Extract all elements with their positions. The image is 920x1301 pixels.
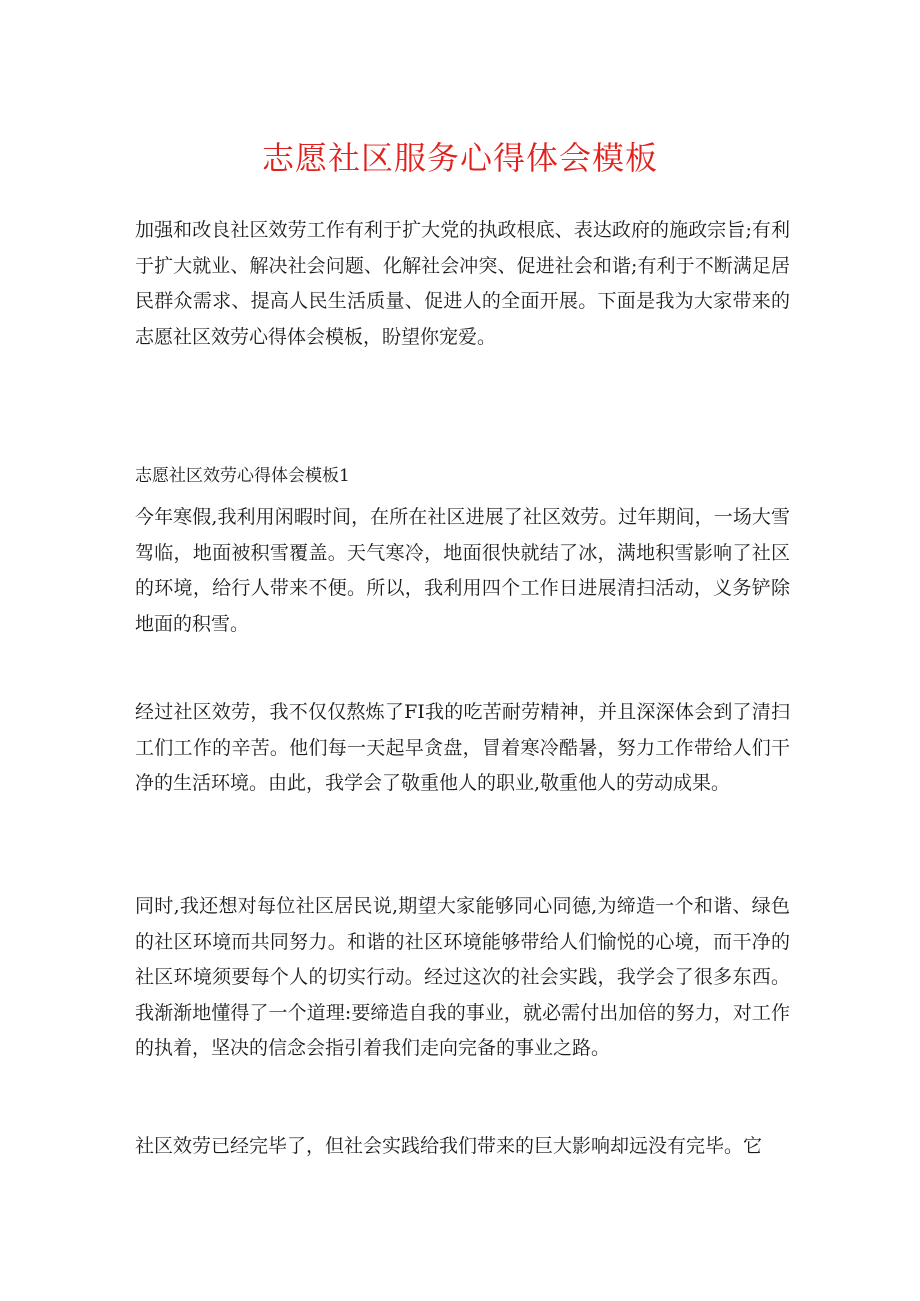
paragraph-3: 同时,我还想对每位社区居民说,期望大家能够同心同德,为缔造一个和谐、绿色的社区环境而共同努力。和谐的社区环境能够带给人们愉悦的心境，而干净的社区环境须要每个人的切实行动。经过这次的社会实践，我学会了很多东西。我渐渐地懂得了一个道理:要缔造自我的事业，就必需付出加倍的努力，对工作的执着，坚决的信念会指引着我们走向完备的事业之路。	[135, 895, 790, 1059]
paragraph-2: 经过社区效劳，我不仅仅熬炼了FI我的吃苦耐劳精神，并且深深体会到了清扫工们工作的辛苦。他们每一天起早贪盘，冒着寒冷酷暑，努力工作带给人们干净的生活环境。由此，我学会了敬重他人的职业,敬重他人的劳动成果。	[135, 701, 790, 794]
section-heading: 志愿社区效劳心得体会模板1	[135, 466, 350, 486]
paragraph-1: 今年寒假,我利用闲暇时间，在所在社区进展了社区效劳。过年期间，一场大雪驾临，地面被积雪覆盖。天气寒冷，地面很快就结了冰，满地积雪影响了社区的环境，给行人带来不便。所以，我利用四个工作日进展清扫活动，义务铲除地面的积雪。	[135, 506, 790, 635]
intro-paragraph: 加强和改良社区效劳工作有利于扩大党的执政根底、表达政府的施政宗旨;有利于扩大就业、解决社会问题、化解社会冲突、促进社会和谐;有利于不断满足居民群众需求、提高人民生活质量、促进人的全面开展。下面是我为大家带来的志愿社区效劳心得体会模板，盼望你宠爱。	[135, 219, 790, 348]
document-title: 志愿社区服务心得体会模板	[261, 139, 658, 177]
paragraph-4: 社区效劳已经完毕了，但社会实践给我们带来的巨大影响却远没有完毕。它	[135, 1135, 763, 1157]
